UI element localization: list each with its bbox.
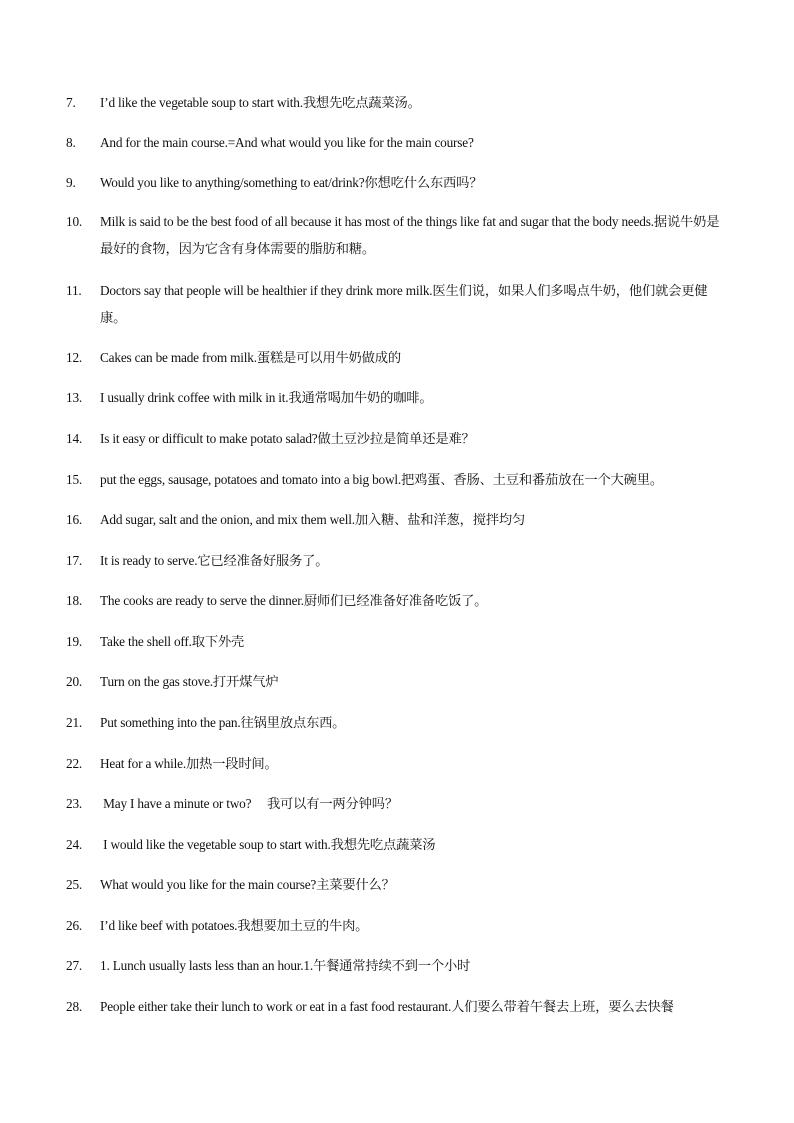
item-number: 12. bbox=[66, 350, 83, 365]
list-item bbox=[66, 790, 726, 817]
list-item bbox=[66, 831, 726, 858]
list-item bbox=[66, 587, 726, 614]
item-number: 15. bbox=[66, 472, 83, 487]
item-number: 17. bbox=[66, 553, 83, 568]
list-item bbox=[66, 547, 726, 574]
item-number: 23. bbox=[66, 796, 83, 811]
item-number: 19. bbox=[66, 634, 83, 649]
list-item bbox=[66, 277, 726, 331]
list-item bbox=[66, 628, 726, 655]
list-item bbox=[66, 129, 726, 156]
list-item bbox=[66, 952, 726, 979]
item-number: 13. bbox=[66, 390, 83, 405]
list-item bbox=[66, 384, 726, 411]
item-number: 10. bbox=[66, 214, 83, 229]
item-text: I usually drink coffee with milk in it.我通常喝加牛奶的咖啡。 bbox=[100, 390, 433, 405]
item-text: put the eggs, sausage, potatoes and tomato into a big bowl.把鸡蛋、香肠、土豆和番茄放在一个大碗里。 bbox=[100, 472, 663, 487]
item-text: Put something into the pan.往锅里放点东西。 bbox=[100, 715, 346, 730]
list-item bbox=[66, 425, 726, 452]
item-number: 27. bbox=[66, 958, 83, 973]
item-text: Doctors say that people will be healthier if they drink more milk.医生们说，如果人们多喝点牛奶，他们就会更健康。 bbox=[100, 283, 708, 325]
item-number: 11. bbox=[66, 283, 82, 298]
list-item bbox=[66, 993, 726, 1020]
list-item bbox=[66, 506, 726, 533]
item-text: I’d like beef with potatoes.我想要加土豆的牛肉。 bbox=[100, 918, 369, 933]
item-number: 21. bbox=[66, 715, 83, 730]
item-number: 24. bbox=[66, 837, 83, 852]
list-item bbox=[66, 871, 726, 898]
item-text: Would you like to anything/something to eat/drink?你想吃什么东西吗？ bbox=[100, 175, 483, 190]
item-text: It is ready to serve.它已经准备好服务了。 bbox=[100, 553, 329, 568]
item-text: Cakes can be made from milk.蛋糕是可以用牛奶做成的 bbox=[100, 350, 401, 365]
item-text: Add sugar, salt and the onion, and mix them well.加入糖、盐和洋葱，搅拌均匀 bbox=[100, 512, 526, 527]
item-text: The cooks are ready to serve the dinner.厨师们已经准备好准备吃饭了。 bbox=[100, 593, 488, 608]
list-item bbox=[66, 466, 726, 493]
item-number: 14. bbox=[66, 431, 83, 446]
item-text: Take the shell off.取下外壳 bbox=[100, 634, 245, 649]
item-number: 22. bbox=[66, 756, 83, 771]
item-text: May I have a minute or two? 我可以有一两分钟吗？ bbox=[100, 796, 398, 811]
item-text: Heat for a while.加热一段时间。 bbox=[100, 756, 278, 771]
item-text: What would you like for the main course?主菜要什么？ bbox=[100, 877, 395, 892]
list-item bbox=[66, 668, 726, 695]
item-number: 16. bbox=[66, 512, 83, 527]
item-number: 8. bbox=[66, 135, 76, 150]
list-item bbox=[66, 344, 726, 371]
item-text: Is it easy or difficult to make potato salad?做土豆沙拉是简单还是难？ bbox=[100, 431, 475, 446]
item-number: 20. bbox=[66, 674, 83, 689]
item-text: People either take their lunch to work or eat in a fast food restaurant.人们要么带着午餐去上班，要么去快餐 bbox=[100, 999, 674, 1014]
item-text: And for the main course.=And what would you like for the main course? bbox=[100, 135, 474, 150]
list-item bbox=[66, 208, 726, 262]
item-number: 25. bbox=[66, 877, 83, 892]
item-text: I would like the vegetable soup to start with.我想先吃点蔬菜汤 bbox=[100, 837, 436, 852]
list-item bbox=[66, 169, 726, 196]
item-text: I’d like the vegetable soup to start with.我想先吃点蔬菜汤。 bbox=[100, 95, 421, 110]
item-number: 9. bbox=[66, 175, 76, 190]
item-number: 26. bbox=[66, 918, 83, 933]
item-number: 18. bbox=[66, 593, 83, 608]
item-text: Milk is said to be the best food of all because it has most of the things like fat and sugar that the body needs.据说牛奶是最好的食物，因为它含有身体需要的脂肪和糖。 bbox=[100, 214, 720, 256]
list-item bbox=[66, 750, 726, 777]
list-item bbox=[66, 709, 726, 736]
list-item bbox=[66, 912, 726, 939]
list-item bbox=[66, 89, 726, 116]
item-number: 28. bbox=[66, 999, 83, 1014]
item-text: 1. Lunch usually lasts less than an hour.1.午餐通常持续不到一个小时 bbox=[100, 958, 471, 973]
item-text: Turn on the gas stove.打开煤气炉 bbox=[100, 674, 279, 689]
item-number: 7. bbox=[66, 95, 76, 110]
